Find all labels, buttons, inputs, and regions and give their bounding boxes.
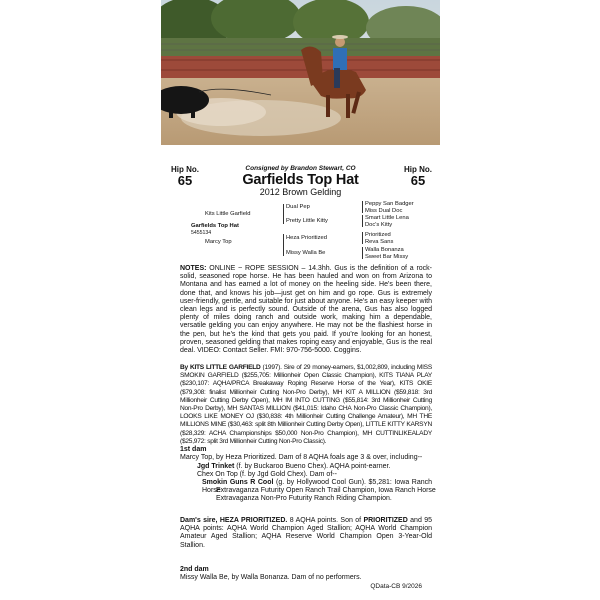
sire-paragraph [180, 364, 432, 446]
second-dam-line: Missy Walla Be, by Walla Bonanza. Dam of no performers. [180, 574, 362, 581]
bracket [362, 215, 363, 227]
pedigree-dam-sire: Heza Prioritized [286, 235, 327, 241]
bracket [283, 234, 284, 256]
sire-lead: By KITS LITTLE GARFIELD [180, 364, 261, 371]
hip-label: Hip No. [404, 165, 432, 174]
footer-code: QData-CB 9/2026 [370, 583, 422, 590]
pedigree-g2: Miss Dual Doc [365, 207, 403, 214]
notes-label: NOTES: [180, 265, 207, 272]
dams-sire-bold: PRIORITIZED [363, 517, 408, 524]
dams-sire-text1: 8 AQHA points. Son of [289, 517, 362, 524]
pedigree-dam: Marcy Top [205, 239, 232, 245]
horse-name: Garfields Top Hat [242, 172, 359, 188]
sire-text: (1997). Sire of 29 money-earners, $1,002,809, including MISS SMOKIN GARFIELD ($255,705: Millionheir Open Classic Champion), KITS TIANA PLAY ($230,107: AQHA/PRCA Breakaway Roping Reserve Horse of the Year), KITS OKIE ($79,308: finalist Millionheir Cutting Non-Pro Derby), MH KIT A MILLION ($59,818: 3rd Millionheir Cutting Derby Open), MH IM INTO CUTTING ($55,814: 3rd Millionheir Cutting Non-Pro Derby), MH SANTAS MILLION ($41,015: Idaho CHA Non-Pro Classic Champion), LOOKS LIKE MONEY OJ ($30,838: 4th Millionheir Cutting Challenge Amateur), MH THE MILLIONS MINE ($30,463: split 8th Millionheir Cutting Derby Open), LITTLE KITTY KARSYN ($28,329: ACHA Championships $50,000 Non-Pro Champion), MH CUTTINLIKEALADY ($25,972: split 3rd Millionheir Cutting Non-Pro Classic). [180, 364, 432, 445]
dams-sire-lead: Dam's sire, HEZA PRIORITIZED. [180, 517, 288, 524]
first-dam-line: Marcy Top, by Heza Prioritized. Dam of 8 AQHA foals age 3 & over, including-- [180, 454, 423, 461]
bracket [362, 247, 363, 259]
horse-description: 2012 Brown Gelding [259, 187, 342, 197]
first-dam-heading: 1st dam [180, 446, 207, 453]
pedigree-g3: Smart Little Lena [365, 215, 409, 221]
smokin-guns-line2: Extravaganza Futurity Open Ranch Trail Champion, Iowa Ranch Horse [216, 487, 436, 494]
pedigree-g7: Walla Bonanza [365, 247, 404, 253]
smokin-guns-name: Smokin Guns R Cool [202, 479, 274, 486]
pedigree-g4: Doc's Kitty [365, 221, 393, 228]
jgd-trinket-name: Jgd Trinket [197, 463, 235, 470]
smokin-guns-line3: Extravaganza Non-Pro Futurity Ranch Riding Champion. [216, 495, 392, 502]
pedigree-sire-dam: Pretty Little Kitty [286, 218, 328, 224]
notes-paragraph [180, 265, 432, 355]
dams-sire-text2: and 95 AQHA points: AQHA World Champion Aged Stallion; AQHA World Champion Amateur Aged Stallion; AQHA Reserve World Champion Open 3-Year-Old Stallion. [180, 517, 432, 549]
jgd-trinket-detail: (f. by Buckaroo Bueno Chex). AQHA point-earner. [236, 463, 391, 470]
smokin-guns-detail: (g. by Hollywood Cool Gun). $5,281: Iowa Ranch Horse [202, 479, 432, 495]
dams-sire-paragraph [180, 517, 432, 550]
pedigree-sire-sire: Dual Pep [286, 204, 310, 210]
pedigree-horse: Garfields Top Hat [191, 223, 239, 229]
second-dam-heading: 2nd dam [180, 566, 209, 573]
bracket [362, 232, 363, 244]
chex-on-top-line: Chex On Top (f. by Jgd Gold Chex). Dam of-- [197, 471, 337, 478]
hip-number: 65 [177, 173, 193, 188]
pedigree-g8: Sweet Bar Missy [365, 253, 409, 260]
catalog-page [161, 0, 440, 600]
bracket [362, 201, 363, 213]
pedigree-g5: Prioritized [365, 232, 391, 238]
pedigree-g1: Peppy San Badger [365, 201, 414, 207]
notes-text: ONLINE ~ ROPE SESSION – 14.3hh. Gus is the definition of a rock-solid, seasoned rope horse. He has been hauled and won on from Arizona to Montana and has earned a lot of money on the heeling side. He's been there, done that, and knows his job—just get on him and go rope. Gus is extremely user-friendly, gentle, and suitable for just about anyone. He's an easy keeper with clean legs and is perfectly sound. Outside of the arena, Gus has also logged plenty of miles doing ranch and outside work, making him a dependable, versatile gelding you can enjoy anywhere. He may not be the flashiest horse in the pen, but he's the kind that gets you paid. If you're looking for an honest, proven, seasoned gelding that makes roping easy and enjoyable, Gus is the real deal. VIDEO: Contact Seller. FMI: 970-756-5000. Coggins. [180, 265, 432, 355]
horse-photo [161, 0, 440, 145]
first-dam-produce [197, 463, 390, 471]
pedigree-reg-number: 5455134 [191, 229, 212, 236]
pedigree-g6: Reva Sans [365, 238, 394, 245]
pedigree-dam-dam: Missy Walla Be [286, 250, 326, 256]
bracket [283, 204, 284, 224]
pedigree-sire: Kits Little Garfield [205, 211, 251, 217]
hip-label: Hip No. [171, 165, 199, 174]
consignor-line: Consigned by Brandon Stewart, CO [245, 165, 356, 172]
hip-number: 65 [410, 173, 426, 188]
